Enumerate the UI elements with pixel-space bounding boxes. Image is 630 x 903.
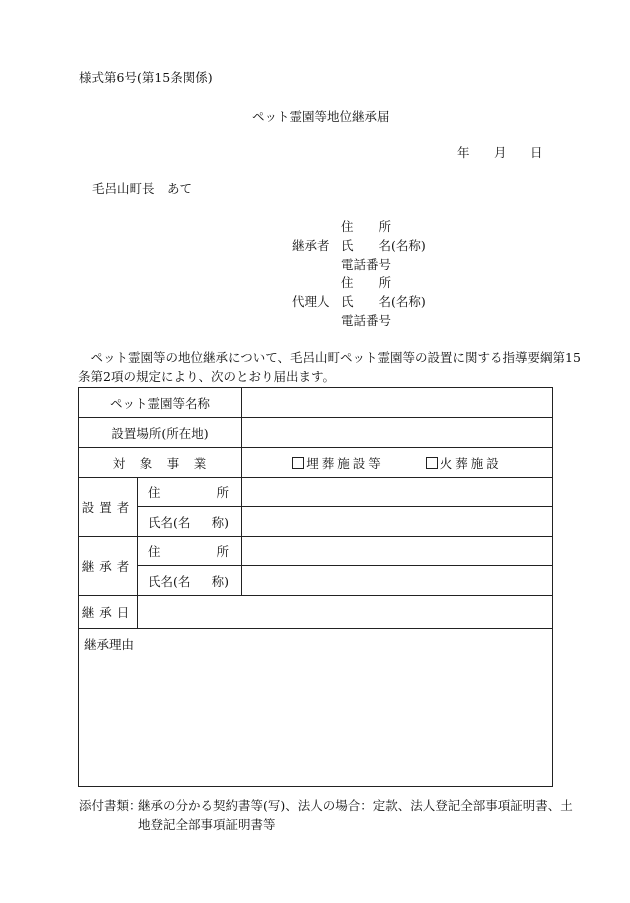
attachments-line2: 地登記全部事項証明書等 (138, 817, 276, 832)
installer-address-left: 住 (148, 485, 161, 500)
reason-label: 継承理由 (84, 637, 135, 652)
installer-label: 設置者 (79, 478, 138, 537)
installer-name-field[interactable] (242, 507, 553, 537)
succession-date-label: 継承日 (79, 596, 138, 629)
date-month-label: 月 (494, 145, 507, 160)
date-day-label: 日 (530, 145, 543, 160)
cremation-option-label: 火葬施設 (439, 455, 502, 471)
facility-name-label: ペット霊園等名称 (79, 388, 242, 418)
inheritor-name-label (138, 566, 242, 596)
burial-checkbox[interactable] (292, 457, 304, 469)
cremation-option[interactable] (426, 456, 502, 471)
cremation-checkbox[interactable] (426, 457, 438, 469)
agent-role-label: 代理人 (292, 294, 330, 309)
document-title: ペット霊園等地位継承届 (252, 109, 390, 124)
agent-address-label: 住 所 (341, 275, 392, 290)
location-field[interactable] (242, 418, 553, 448)
installer-address-label (138, 478, 242, 507)
inheritor-address-label (138, 537, 242, 566)
successor-address-label: 住 所 (341, 219, 392, 234)
successor-name-label: 氏 名(名称) (341, 238, 426, 253)
succession-date-field[interactable] (138, 596, 553, 629)
inheritor-name-right: 称) (211, 573, 230, 589)
business-label: 対 象 事 業 (79, 448, 242, 478)
attachments-label: 添付書類： (79, 798, 142, 813)
reason-cell[interactable] (79, 629, 553, 787)
inheritor-name-field[interactable] (242, 566, 553, 596)
agent-name-label: 氏 名(名称) (341, 294, 426, 309)
business-options (242, 448, 553, 478)
body-text-line2: 条第2項の規定により、次のとおり届出ます。 (78, 369, 335, 384)
installer-name-right: 称) (211, 514, 230, 530)
addressee: 毛呂山町長 あて (92, 181, 193, 196)
body-text-line1: ペット霊園等の地位継承について、毛呂山町ペット霊園等の設置に関する指導要綱第15 (78, 350, 581, 365)
date-year-label: 年 (457, 145, 470, 160)
installer-name-label (138, 507, 242, 537)
installer-address-field[interactable] (242, 478, 553, 507)
installer-address-right: 所 (216, 485, 230, 500)
agent-phone-label: 電話番号 (341, 313, 392, 328)
burial-option-label: 埋葬施設等 (306, 455, 384, 471)
form-table (78, 387, 553, 787)
burial-option[interactable] (292, 456, 384, 471)
inheritor-address-field[interactable] (242, 537, 553, 566)
form-number: 様式第6号(第15条関係) (79, 70, 213, 85)
installer-name-left: 氏名(名 (148, 514, 191, 530)
location-label: 設置場所(所在地) (79, 418, 242, 448)
successor-role-label: 継承者 (292, 238, 330, 253)
inheritor-address-right: 所 (216, 544, 230, 559)
attachments-line1: 継承の分かる契約書等(写)、法人の場合：定款、法人登記全部事項証明書、土 (138, 798, 573, 813)
successor-phone-label: 電話番号 (341, 257, 392, 272)
inheritor-name-left: 氏名(名 (148, 573, 191, 589)
inheritor-label: 継承者 (79, 537, 138, 596)
inheritor-address-left: 住 (148, 544, 161, 559)
facility-name-field[interactable] (242, 388, 553, 418)
